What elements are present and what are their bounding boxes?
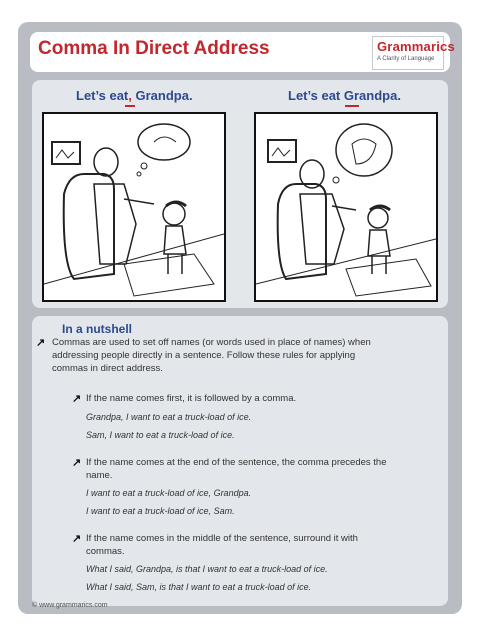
intro-line: Commas are used to set off names (or words used in place of names) when [52, 337, 371, 348]
intro-line: addressing people directly in a sentence. Follow these rules for applying [52, 350, 356, 361]
rule-text: If the name comes in the middle of the sentence, surround it with [86, 533, 358, 544]
left-caption [76, 88, 193, 103]
right-caption-start: Let’s eat [288, 88, 341, 103]
example-sentence: I want to eat a truck-load of ice, Grandpa. [86, 488, 252, 498]
logo-text: Grammarics [377, 39, 455, 54]
comma-underline [125, 105, 135, 107]
missing-comma-underline [345, 105, 359, 107]
header-bar [30, 32, 455, 72]
rule-text: commas. [86, 546, 125, 557]
intro-line: commas in direct address. [52, 363, 163, 374]
footer-copyright: © www.grammarics.com [32, 602, 108, 609]
left-caption-comma: , [128, 88, 132, 103]
nutshell-panel [32, 316, 448, 606]
right-caption-end: Grandpa. [340, 88, 401, 103]
arrow-bullet-icon: ↗ [72, 393, 82, 405]
example-sentence: What I said, Sam, is that I want to eat a truck-load of ice. [86, 582, 312, 592]
example-sentence: What I said, Grandpa, is that I want to eat a truck-load of ice. [86, 564, 328, 574]
comic-illustration-left [42, 112, 226, 302]
logo-tagline: A Clarity of Language [377, 56, 435, 62]
right-caption [288, 88, 401, 103]
grammarics-logo [372, 36, 455, 70]
comic-panel [32, 80, 448, 308]
rule-text: If the name comes at the end of the sentence, the comma precedes the [86, 457, 387, 468]
example-sentence: Sam, I want to eat a truck-load of ice. [86, 430, 235, 440]
page-title: Comma In Direct Address [38, 38, 270, 59]
rule-text: name. [86, 470, 113, 481]
comic-illustration-right [254, 112, 438, 302]
arrow-bullet-icon: ↗ [36, 337, 46, 349]
left-caption-start: Let’s eat [76, 88, 129, 103]
left-caption-end: Grandpa. [131, 88, 193, 103]
rule-text: If the name comes first, it is followed by a comma. [86, 393, 297, 404]
example-sentence: Grandpa, I want to eat a truck-load of ice. [86, 412, 252, 422]
example-sentence: I want to eat a truck-load of ice, Sam. [86, 506, 235, 516]
arrow-bullet-icon: ↗ [72, 533, 82, 545]
arrow-bullet-icon: ↗ [72, 457, 82, 469]
nutshell-title: In a nutshell [62, 322, 133, 336]
